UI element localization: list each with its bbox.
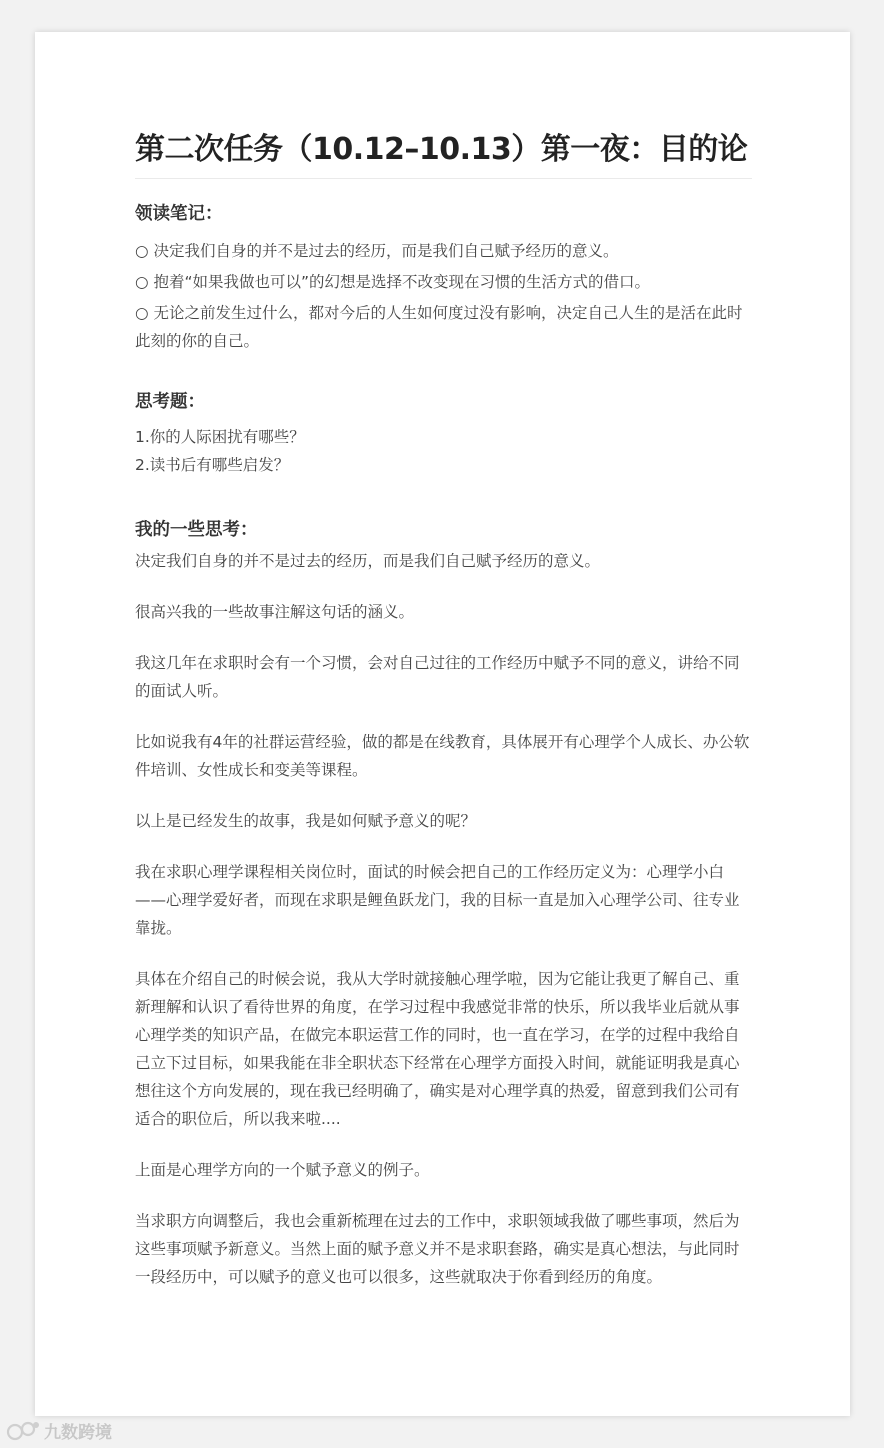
- questions-heading: 思考题：: [135, 392, 205, 412]
- article-card: [35, 32, 850, 1416]
- reading-notes-heading: 领读笔记：: [135, 204, 223, 224]
- question-item: 1.你的人际困扰有哪些？: [135, 428, 305, 446]
- reading-notes-list: [135, 237, 752, 355]
- questions-section: [135, 389, 752, 479]
- note-item: ○ 抱着“如果我做也可以”的幻想是选择不改变现在习惯的生活方式的借口。: [135, 273, 651, 291]
- watermark-logo-icon: [6, 1419, 40, 1443]
- thought-paragraph: 决定我们自身的并不是过去的经历，而是我们自己赋予经历的意义。: [135, 552, 601, 570]
- thought-paragraph: 我这几年在求职时会有一个习惯，会对自己过往的工作经历中赋予不同的意义，讲给不同的面试人听。: [135, 654, 740, 700]
- thought-paragraph: 上面是心理学方向的一个赋予意义的例子。: [135, 1161, 430, 1179]
- article-title: 第二次任务（10.12–10.13）第一夜：目的论: [135, 128, 752, 179]
- thoughts-body: [135, 547, 752, 1291]
- thought-paragraph: 以上是已经发生的故事，我是如何赋予意义的呢？: [135, 812, 477, 830]
- questions-list: [135, 423, 752, 479]
- note-item: ○ 无论之前发生过什么，都对今后的人生如何度过没有影响，决定自己人生的是活在此时此刻的你的自己。: [135, 304, 743, 350]
- watermark-text: 九数跨境: [44, 1423, 112, 1443]
- thought-paragraph: 具体在介绍自己的时候会说，我从大学时就接触心理学啦，因为它能让我更了解自己、重新理解和认识了看待世界的角度，在学习过程中我感觉非常的快乐，所以我毕业后就从事心理学类的知识产品，在做完本职运营工作的同时，也一直在学习，在学的过程中我给自己立下过目标，如果我能在非全职状态下经常在心理学方面投入时间，就能证明我是真心想往这个方向发展的，现在我已经明确了，确实是对心理学真的热爱，留意到我们公司有适合的职位后，所以我来啦....: [135, 970, 740, 1128]
- thought-paragraph: 很高兴我的一些故事注解这句话的涵义。: [135, 603, 415, 621]
- thought-paragraph: 比如说我有4年的社群运营经验，做的都是在线教育，具体展开有心理学个人成长、办公软件培训、女性成长和变美等课程。: [135, 733, 750, 779]
- question-item: 2.读书后有哪些启发？: [135, 456, 290, 474]
- reading-notes-section: [135, 201, 752, 355]
- thoughts-heading: 我的一些思考：: [135, 520, 258, 540]
- article-content: [135, 128, 752, 1291]
- thoughts-section: [135, 517, 752, 1291]
- thought-paragraph: 当求职方向调整后，我也会重新梳理在过去的工作中，求职领域我做了哪些事项，然后为这些事项赋予新意义。当然上面的赋予意义并不是求职套路，确实是真心想法，与此同时一段经历中，可以赋予的意义也可以很多，这些就取决于你看到经历的角度。: [135, 1212, 740, 1286]
- thought-paragraph: 我在求职心理学课程相关岗位时，面试的时候会把自己的工作经历定义为：心理学小白——心理学爱好者，而现在求职是鲤鱼跃龙门，我的目标一直是加入心理学公司、往专业靠拢。: [135, 863, 740, 937]
- watermark: [6, 1418, 112, 1443]
- note-item: ○ 决定我们自身的并不是过去的经历，而是我们自己赋予经历的意义。: [135, 242, 619, 260]
